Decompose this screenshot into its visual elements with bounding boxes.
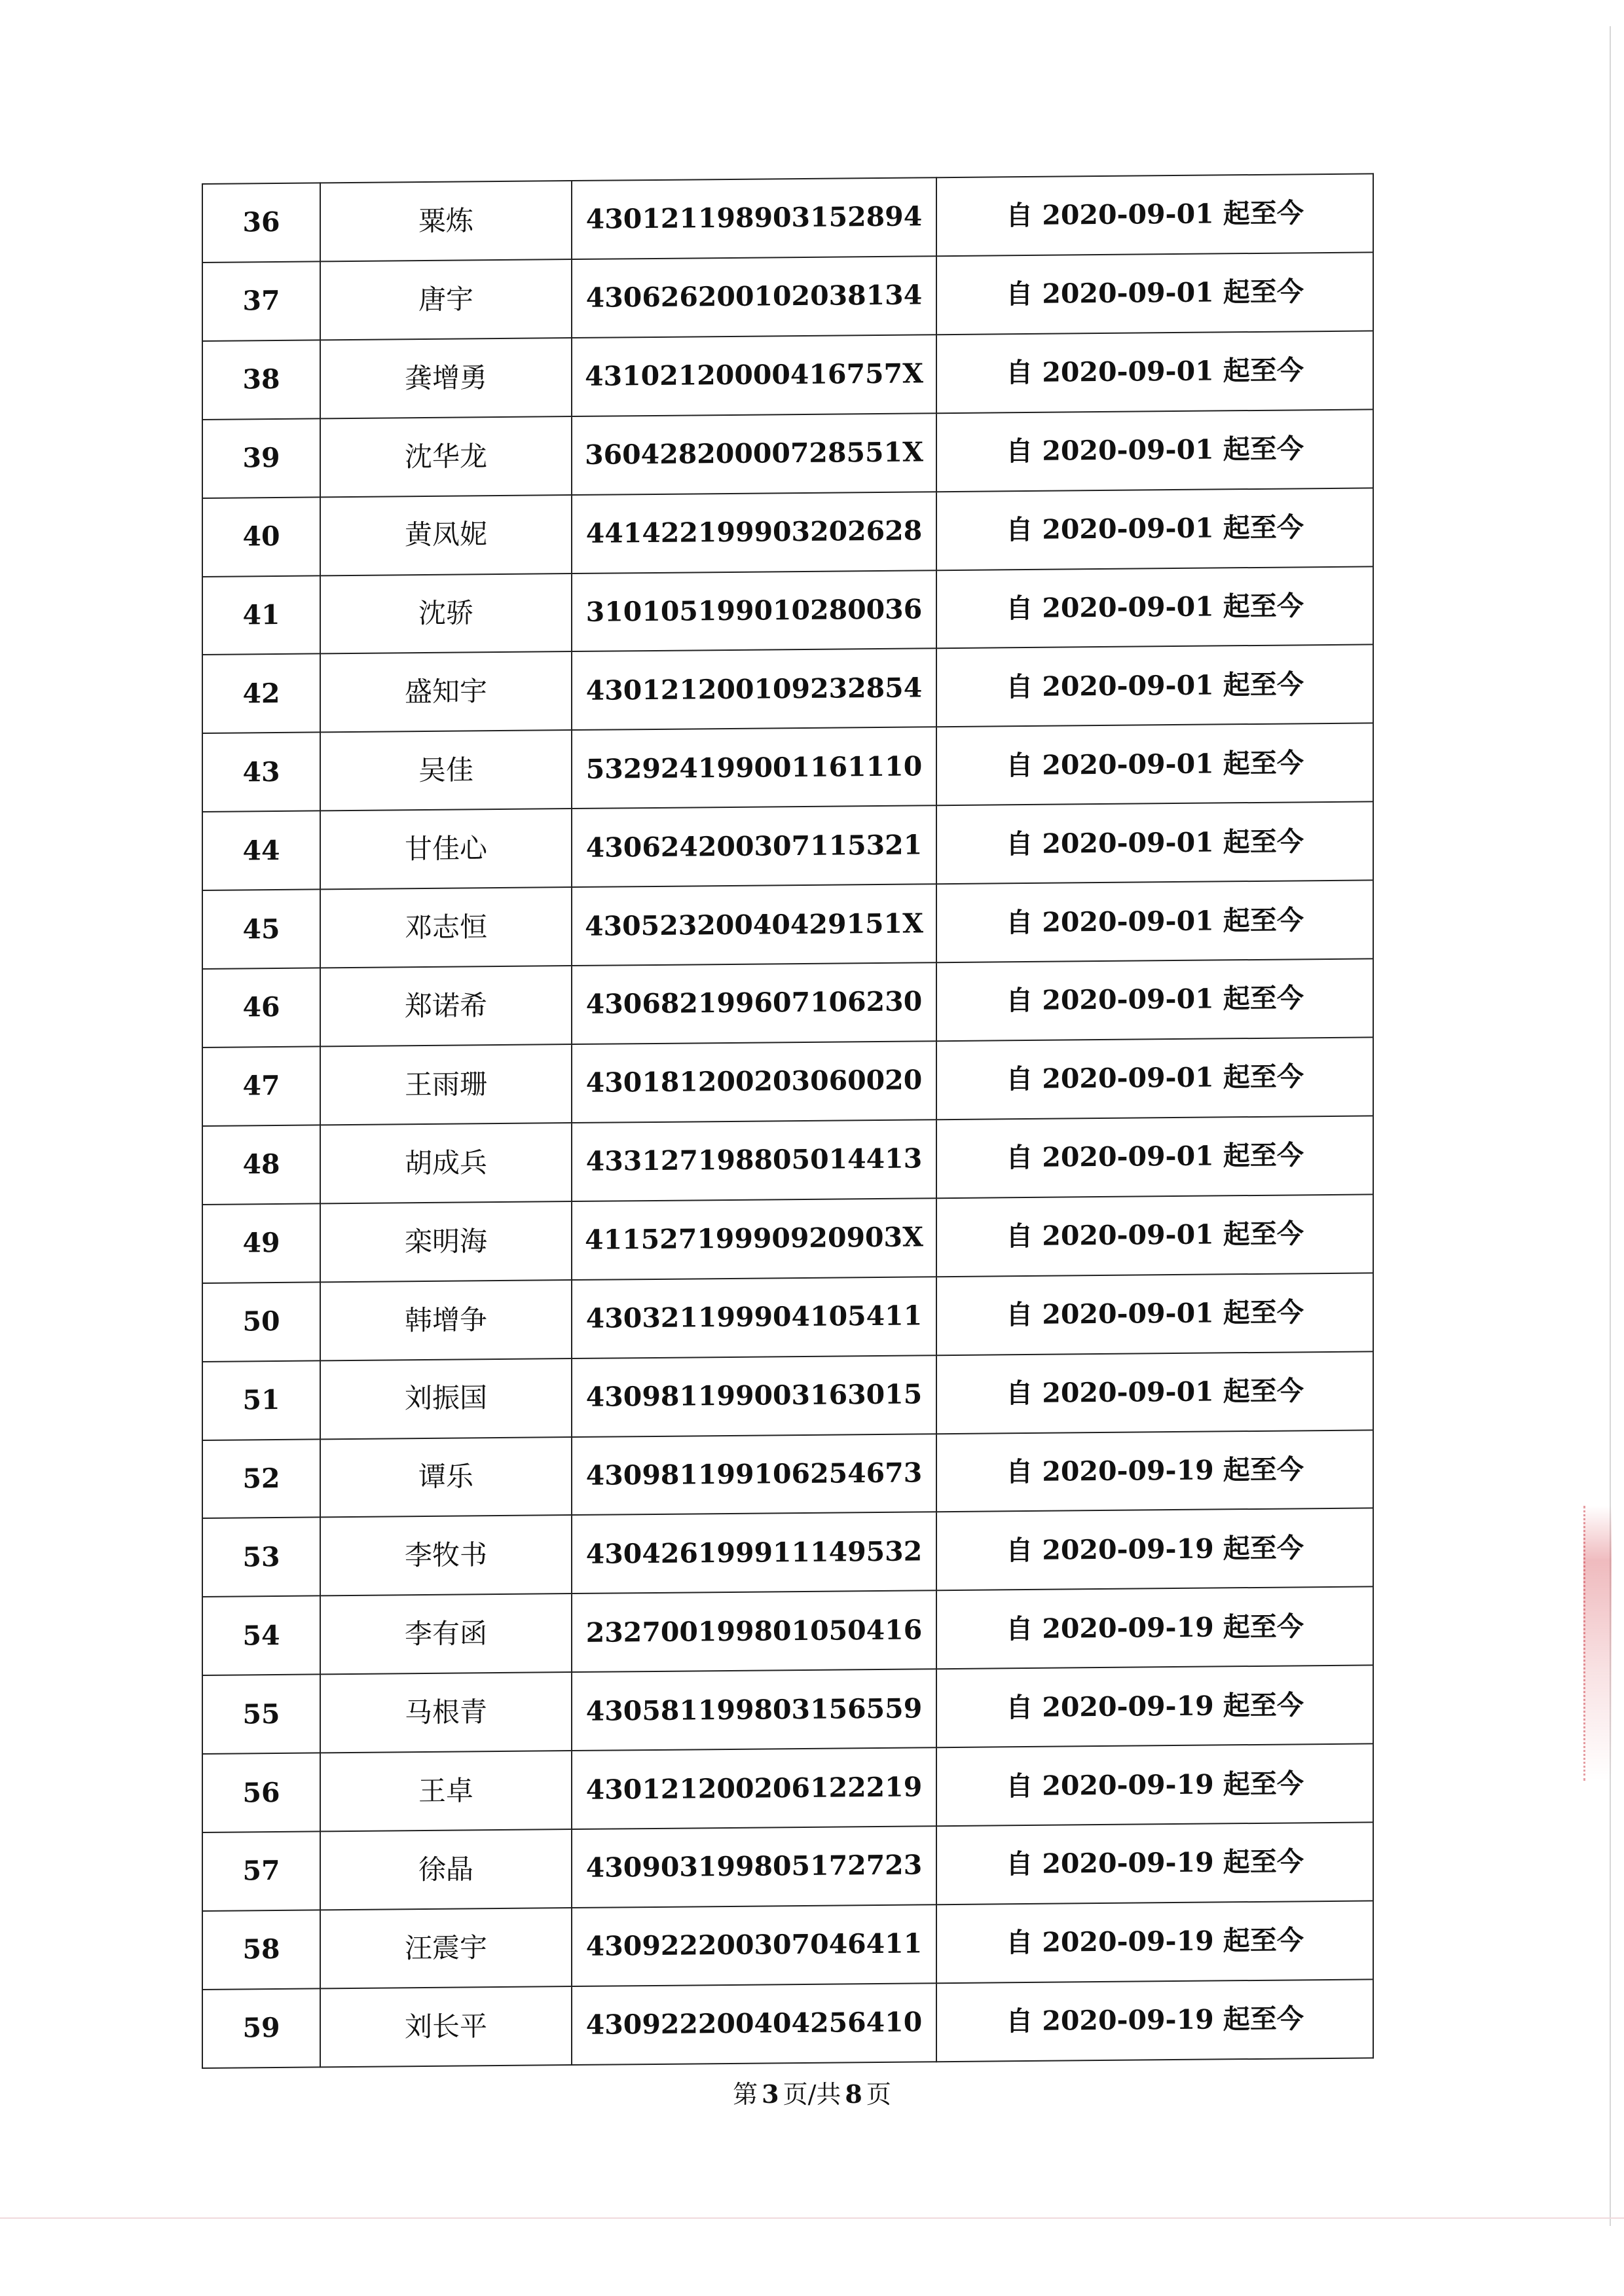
table-row [202, 1116, 1373, 1205]
table-row [202, 1744, 1373, 1833]
since-date-cell: 自 2020-09-19 起至今 [936, 1666, 1373, 1748]
id-number-cell: 43102120000416757X [572, 335, 936, 416]
name-cell: 黄凤妮 [320, 495, 572, 575]
row-number-cell: 41 [202, 575, 320, 655]
since-date-cell: 自 2020-09-01 起至今 [936, 1116, 1373, 1198]
since-date-cell: 自 2020-09-19 起至今 [936, 1508, 1373, 1591]
id-number-cell: 232700199801050416 [572, 1591, 936, 1673]
row-number-cell: 46 [202, 968, 320, 1047]
table-row [202, 1273, 1373, 1362]
since-date-cell: 自 2020-09-01 起至今 [936, 1351, 1373, 1434]
since-date-cell: 自 2020-09-01 起至今 [936, 331, 1373, 413]
table-row [202, 1194, 1373, 1283]
name-cell: 郑诺希 [320, 966, 572, 1046]
id-number-cell: 430626200102038134 [572, 256, 936, 338]
row-number-cell: 49 [202, 1203, 320, 1283]
row-number-cell: 51 [202, 1360, 320, 1440]
id-number-cell: 430121200206122219 [572, 1747, 936, 1829]
roster-table-body [202, 173, 1373, 2068]
name-cell: 王雨珊 [320, 1044, 572, 1125]
table-row [202, 802, 1373, 891]
table-row [202, 409, 1373, 498]
since-date-cell: 自 2020-09-01 起至今 [936, 488, 1373, 570]
name-cell: 吴佳 [320, 730, 572, 811]
row-number-cell: 39 [202, 418, 320, 498]
since-date-cell: 自 2020-09-01 起至今 [936, 1037, 1373, 1120]
table-row [202, 881, 1373, 970]
name-cell: 胡成兵 [320, 1123, 572, 1203]
table-row [202, 958, 1373, 1048]
name-cell: 刘长平 [320, 1986, 572, 2068]
name-cell: 盛知宇 [320, 652, 572, 733]
name-cell: 李有函 [320, 1594, 572, 1674]
row-number-cell: 59 [202, 1988, 320, 2068]
id-number-cell: 430922200307046411 [572, 1904, 936, 1986]
id-number-cell: 310105199010280036 [572, 570, 936, 652]
table-row [202, 1901, 1373, 1990]
since-date-cell: 自 2020-09-01 起至今 [936, 173, 1373, 256]
table-row [202, 1979, 1373, 2068]
since-date-cell: 自 2020-09-01 起至今 [936, 252, 1373, 335]
name-cell: 马根青 [320, 1672, 572, 1753]
id-number-cell: 430922200404256410 [572, 1983, 936, 2065]
name-cell: 邓志恒 [320, 887, 572, 968]
roster-table-wrapper [202, 173, 1374, 2069]
row-number-cell: 36 [202, 183, 320, 262]
row-number-cell: 44 [202, 811, 320, 890]
row-number-cell: 40 [202, 497, 320, 576]
footer-current-page: 3 [762, 2079, 779, 2109]
footer-middle: 页/共 [783, 2080, 841, 2109]
since-date-cell: 自 2020-09-01 起至今 [936, 723, 1373, 806]
since-date-cell: 自 2020-09-01 起至今 [936, 958, 1373, 1041]
table-row [202, 488, 1373, 577]
since-date-cell: 自 2020-09-19 起至今 [936, 1430, 1373, 1512]
name-cell: 王卓 [320, 1751, 572, 1831]
scan-edge-bottom [0, 2217, 1624, 2219]
row-number-cell: 55 [202, 1675, 320, 1754]
row-number-cell: 54 [202, 1596, 320, 1675]
scan-edge-right [1610, 26, 1611, 2226]
table-row [202, 331, 1373, 420]
since-date-cell: 自 2020-09-19 起至今 [936, 1822, 1373, 1904]
footer-total-pages: 8 [845, 2079, 862, 2109]
id-number-cell: 441422199903202628 [572, 492, 936, 574]
name-cell: 谭乐 [320, 1437, 572, 1518]
since-date-cell: 自 2020-09-01 起至今 [936, 1194, 1373, 1277]
seal-stamp-fragment [1583, 1506, 1612, 1781]
id-number-cell: 430426199911149532 [572, 1512, 936, 1594]
table-row [202, 1666, 1373, 1755]
table-row [202, 1508, 1373, 1597]
table-row [202, 1430, 1373, 1519]
table-row [202, 1587, 1373, 1676]
id-number-cell: 430581199803156559 [572, 1669, 936, 1751]
roster-table [202, 173, 1374, 2069]
name-cell: 韩增争 [320, 1280, 572, 1360]
since-date-cell: 自 2020-09-01 起至今 [936, 881, 1373, 963]
row-number-cell: 48 [202, 1125, 320, 1204]
since-date-cell: 自 2020-09-01 起至今 [936, 802, 1373, 884]
row-number-cell: 42 [202, 654, 320, 733]
table-row [202, 1351, 1373, 1440]
page-footer [0, 2074, 1624, 2110]
since-date-cell: 自 2020-09-19 起至今 [936, 1979, 1373, 2062]
since-date-cell: 自 2020-09-19 起至今 [936, 1744, 1373, 1827]
row-number-cell: 47 [202, 1046, 320, 1125]
footer-prefix: 第 [733, 2080, 758, 2109]
id-number-cell: 430903199805172723 [572, 1826, 936, 1908]
id-number-cell: 430981199106254673 [572, 1434, 936, 1516]
table-row [202, 173, 1373, 263]
table-row [202, 645, 1373, 734]
row-number-cell: 56 [202, 1753, 320, 1832]
table-row [202, 723, 1373, 812]
row-number-cell: 43 [202, 733, 320, 812]
name-cell: 汪震宇 [320, 1908, 572, 1988]
id-number-cell: 430624200307115321 [572, 805, 936, 887]
name-cell: 栾明海 [320, 1201, 572, 1282]
row-number-cell: 57 [202, 1831, 320, 1910]
name-cell: 甘佳心 [320, 809, 572, 889]
id-number-cell: 430181200203060020 [572, 1041, 936, 1123]
name-cell: 沈骄 [320, 574, 572, 654]
row-number-cell: 37 [202, 261, 320, 340]
id-number-cell: 532924199001161110 [572, 727, 936, 809]
since-date-cell: 自 2020-09-19 起至今 [936, 1587, 1373, 1669]
id-number-cell: 430121198903152894 [572, 177, 936, 259]
since-date-cell: 自 2020-09-01 起至今 [936, 1273, 1373, 1355]
id-number-cell: 430121200109232854 [572, 649, 936, 731]
id-number-cell: 36042820000728551X [572, 413, 936, 495]
row-number-cell: 38 [202, 340, 320, 419]
row-number-cell: 50 [202, 1282, 320, 1361]
name-cell: 沈华龙 [320, 416, 572, 497]
name-cell: 徐晶 [320, 1829, 572, 1910]
row-number-cell: 53 [202, 1518, 320, 1597]
since-date-cell: 自 2020-09-01 起至今 [936, 409, 1373, 492]
id-number-cell: 433127198805014413 [572, 1120, 936, 1201]
id-number-cell: 41152719990920903X [572, 1198, 936, 1280]
table-row [202, 1822, 1373, 1911]
since-date-cell: 自 2020-09-01 起至今 [936, 645, 1373, 727]
id-number-cell: 43052320040429151X [572, 884, 936, 966]
row-number-cell: 45 [202, 890, 320, 969]
table-row [202, 1037, 1373, 1126]
id-number-cell: 430981199003163015 [572, 1355, 936, 1437]
since-date-cell: 自 2020-09-01 起至今 [936, 566, 1373, 649]
row-number-cell: 52 [202, 1439, 320, 1518]
name-cell: 龚增勇 [320, 338, 572, 418]
table-row [202, 566, 1373, 655]
name-cell: 刘振国 [320, 1358, 572, 1439]
name-cell: 李牧书 [320, 1515, 572, 1595]
id-number-cell: 430321199904105411 [572, 1277, 936, 1358]
table-row [202, 252, 1373, 341]
id-number-cell: 430682199607106230 [572, 962, 936, 1044]
name-cell: 粟炼 [320, 181, 572, 261]
row-number-cell: 58 [202, 1910, 320, 1989]
name-cell: 唐宇 [320, 259, 572, 340]
since-date-cell: 自 2020-09-19 起至今 [936, 1901, 1373, 1983]
footer-suffix: 页 [866, 2080, 891, 2109]
